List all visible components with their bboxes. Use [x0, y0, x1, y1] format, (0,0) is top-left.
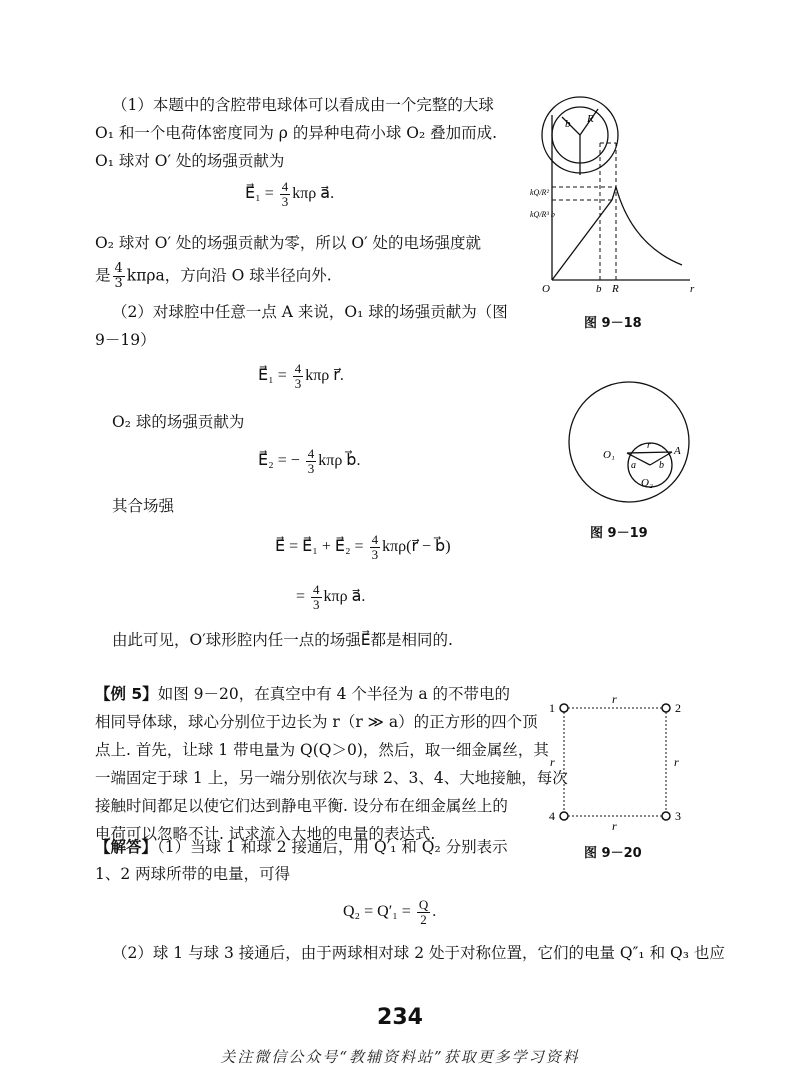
figure-caption: 图 9－20	[584, 846, 642, 861]
fig20-side-top: r	[612, 692, 617, 706]
example-tag: 【例 5】	[95, 685, 158, 703]
paragraph-text: 9－19）	[95, 331, 156, 349]
fig20-side-left: r	[550, 755, 555, 769]
equation-e3: E⃗₂ = − $\frac{4}{3}$ kπρ b⃗.	[258, 446, 361, 476]
example-text: 电荷可以忽略不计. 试求流入大地的电量的表达式.	[95, 825, 436, 843]
fig18-label-kQR2: kQ/R²	[530, 188, 549, 197]
equation-e6: Q₂ = Q′₁ = $\frac{Q}{2}$ .	[343, 897, 437, 927]
figure-caption: 图 9－18	[584, 316, 642, 331]
fig18-label-R: R	[587, 113, 594, 125]
paragraph-text: O₂ 球对 O′ 处的场强贡献为零，所以 O′ 处的电场强度就	[95, 234, 482, 252]
fig19-label-A: A	[674, 445, 681, 457]
paragraph-text: 是 $\frac{4}{3}$ kπρa，方向沿 O 球半径向外.	[95, 261, 332, 291]
answer-tag: 【解答】	[95, 838, 158, 856]
page-number: 234	[377, 1005, 423, 1030]
figure-caption: 图 9－19	[590, 526, 648, 541]
fig20-n2: 2	[675, 701, 681, 715]
fig19-label-O1: O₁	[603, 449, 615, 461]
fig19-label-b: b⃗	[659, 460, 672, 471]
answer-text: 1、2 两球所带的电量，可得	[95, 865, 291, 883]
fig18-axis-O: O	[542, 283, 550, 295]
fig20-side-right: r	[674, 755, 679, 769]
fig18-axis-R: R	[612, 283, 619, 295]
equation-e2: E⃗₁ = $\frac{4}{3}$ kπρ r⃗.	[258, 361, 344, 391]
figure-9-18	[532, 95, 702, 295]
fig20-n4: 4	[549, 809, 555, 823]
fig19-label-a: a⃗	[631, 460, 644, 471]
paragraph-text: O₂ 球的场强贡献为	[112, 413, 245, 431]
example-text: 接触时间都足以使它们达到静电平衡. 设分布在细金属丝上的	[95, 797, 508, 815]
fig19-label-r: r⃗	[647, 440, 659, 451]
fig19-label-O2: O₂	[641, 477, 653, 489]
fig18-label-b: b	[565, 118, 571, 130]
equation-e1: E⃗₁ = $\frac{4}{3}$ kπρ a⃗.	[245, 179, 335, 209]
fig18-label-kQR3b: kQ/R³ b	[530, 210, 555, 219]
paragraph-text: 其合场强	[112, 497, 175, 515]
example-text: 点上. 首先，让球 1 带电量为 Q(Q＞0)，然后，取一细金属丝，其	[95, 741, 549, 759]
paragraph-text: （2）对球腔中任意一点 A 来说，O₁ 球的场强贡献为（图	[112, 303, 508, 321]
example-text: 相同导体球，球心分别位于边长为 r（r ≫ a）的正方形的四个顶	[95, 713, 538, 731]
paragraph-text: O₁ 和一个电荷体密度同为 ρ 的异种电荷小球 O₂ 叠加而成.	[95, 124, 498, 142]
paragraph-text: O₁ 球对 O′ 处的场强贡献为	[95, 152, 285, 170]
fig18-axis-r: r	[690, 283, 695, 295]
example-text: 【例 5】如图 9－20，在真空中有 4 个半径为 a 的不带电的	[95, 685, 511, 703]
fig20-n3: 3	[675, 809, 681, 823]
figure-9-19	[555, 380, 705, 510]
fig18-axis-b: b	[596, 283, 602, 295]
fig20-n1: 1	[549, 701, 555, 715]
footer-watermark: 关注微信公众号“教辅资料站”获取更多学习资料	[220, 1048, 580, 1066]
paragraph-text: （1）本题中的含腔带电球体可以看成由一个完整的大球	[112, 96, 494, 114]
fig20-side-bottom: r	[612, 819, 617, 833]
example-text: 一端固定于球 1 上，另一端分别依次与球 2、3、4、大地接触，每次	[95, 769, 568, 787]
paragraph-text: 由此可见，O′球形腔内任一点的场强E⃗都是相同的.	[112, 631, 453, 649]
figure-9-20	[544, 692, 694, 832]
answer-text: 【解答】（1）当球 1 和球 2 接通后，用 Q′₁ 和 Q₂ 分别表示	[95, 838, 508, 856]
equation-e4: E⃗ = E⃗₁ + E⃗₂ = $\frac{4}{3}$ kπρ(r⃗ − b⃗)	[275, 532, 451, 562]
equation-e5: = $\frac{4}{3}$ kπρ a⃗.	[296, 582, 366, 612]
answer-text: （2）球 1 与球 3 接通后，由于两球相对球 2 处于对称位置，它们的电量 Q″₁ 和 Q₃ 也应	[112, 944, 725, 962]
